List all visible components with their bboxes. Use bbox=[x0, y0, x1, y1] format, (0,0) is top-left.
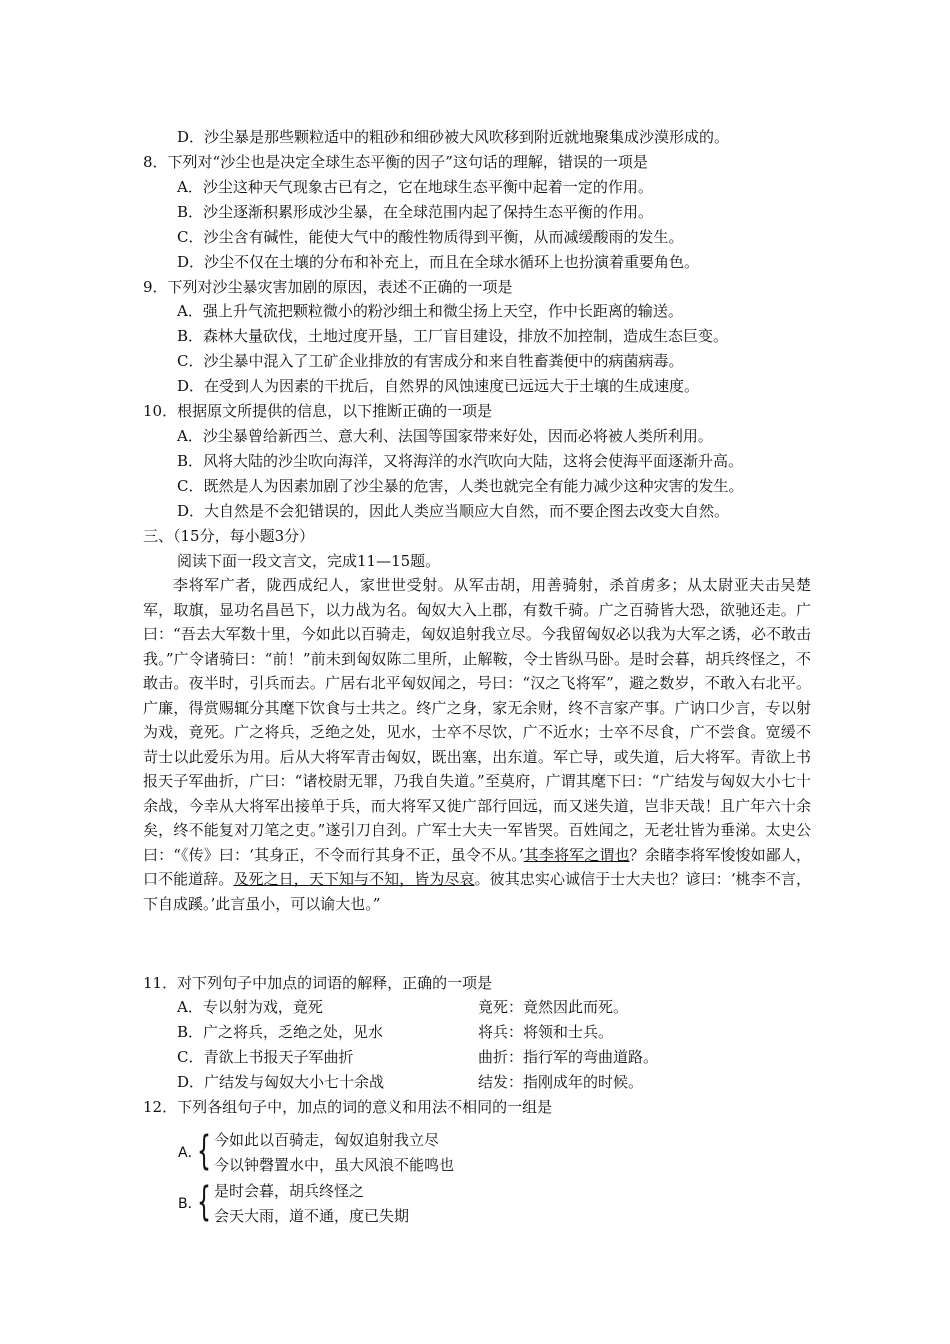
q8-option-a: A．沙尘这种天气现象古已有之，它在地球生态平衡中起着一定的作用。 bbox=[177, 178, 653, 196]
q11-option-d-explanation: 结发：指刚成年的时候。 bbox=[478, 1073, 644, 1091]
q11-option-c: C．青欲上书报天子军曲折 bbox=[177, 1048, 354, 1066]
q12-option-b-sentence-2: 会天大雨，道不通，度已失期 bbox=[214, 1207, 410, 1225]
q11-option-b-explanation: 将兵：将领和士兵。 bbox=[478, 1023, 614, 1041]
q8-option-d: D．沙尘不仅在土壤的分布和补充上，而且在全球水循环上也扮演着重要角色。 bbox=[177, 253, 700, 271]
q11-option-d: D．广结发与匈奴大小七十余战 bbox=[177, 1073, 385, 1091]
q11-option-a-explanation: 竟死：竟然因此而死。 bbox=[478, 998, 629, 1016]
q12-option-a-label: A． bbox=[178, 1145, 202, 1161]
passage-part-3: 。彼其忠实心诚信于士大夫也？谚曰：‘桃李不言，下自成蹊。’此言虽小，可以谕大也。” bbox=[143, 870, 811, 913]
classical-passage bbox=[143, 573, 811, 916]
q8-option-c: C．沙尘含有碱性，能使大气中的酸性物质得到平衡，从而减缓酸雨的发生。 bbox=[177, 228, 684, 246]
q10-option-d: D．大自然是不会犯错误的，因此人类应当顺应大自然，而不要企图去改变大自然。 bbox=[177, 502, 730, 520]
q11-option-a: A．专以射为戏，竟死 bbox=[177, 998, 323, 1016]
q8-option-b: B．沙尘逐渐积累形成沙尘暴，在全球范围内起了保持生态平衡的作用。 bbox=[177, 203, 654, 221]
q8-stem: 8．下列对“沙尘也是决定全球生态平衡的因子”这句话的理解，错误的一项是 bbox=[143, 153, 648, 171]
q9-stem: 9．下列对沙尘暴灾害加剧的原因，表述不正确的一项是 bbox=[143, 278, 513, 296]
underlined-sentence-1: 其李将军之谓也 bbox=[523, 845, 630, 864]
q11-option-c-explanation: 曲折：指行军的弯曲道路。 bbox=[478, 1048, 659, 1066]
passage-part-2: ？余睹李将军悛悛如鄙人，口不能道辞。 bbox=[143, 845, 811, 888]
q9-option-d: D．在受到人为因素的干扰后，自然界的风蚀速度已远远大于土壤的生成速度。 bbox=[177, 377, 700, 395]
q11-stem: 11．对下列句子中加点的词语的解释，正确的一项是 bbox=[143, 974, 493, 992]
q7-option-d: D．沙尘暴是那些颗粒适中的粗砂和细砂被大风吹移到附近就地聚集成沙漠形成的。 bbox=[177, 128, 730, 146]
q10-option-a: A．沙尘暴曾给新西兰、意大利、法国等国家带来好处，因而必将被人类所利用。 bbox=[177, 427, 713, 445]
q12-option-b-brace: { bbox=[197, 1179, 211, 1225]
q10-stem: 10．根据原文所提供的信息，以下推断正确的一项是 bbox=[143, 402, 493, 420]
q12-option-a-sentence-1: 今如此以百骑走，匈奴追射我立尽 bbox=[214, 1131, 440, 1149]
q12-option-b-sentence-1: 是时会暮，胡兵终怪之 bbox=[214, 1182, 365, 1200]
underlined-sentence-2: 及死之日，天下知与不知，皆为尽哀 bbox=[233, 870, 475, 888]
q12-option-a-sentence-2: 今以钟磬置水中，虽大风浪不能鸣也 bbox=[214, 1156, 455, 1174]
q9-option-b: B．森林大量砍伐，土地过度开垦，工厂盲目建设，排放不加控制，造成生态巨变。 bbox=[177, 327, 729, 345]
q12-option-a-brace: { bbox=[197, 1128, 211, 1174]
passage-part-1: 李将军广者，陇西成纪人，家世世受射。从军击胡，用善骑射，杀首虏多；从太尉亚夫击吴楚军，取旗，显功名昌邑下，以力战为名。匈奴大入上郡，有数千骑。广之百骑皆大恐，欲驰还走。广曰：“吾去大军数十里，今如此以百骑走，匈奴追射我立尽。今我留匈奴必以我为大军之诱，必不敢击我。”广令诸骑曰：“前！”前未到匈奴陈二里所，止解鞍，令士皆纵马卧。是时会暮，胡兵终怪之，不敢击。夜半时，引兵而去。广居右北平匈奴闻之，号曰：“汉之飞将军”，避之数岁，不敢入右北平。广廉，得赏赐辄分其麾下饮食与士共之。终广之身，家无余财，终不言家产事。广讷口少言，专以射为戏，竟死。广之将兵，乏绝之处，见水，士卒不尽饮，广不近水；士卒不尽食，广不尝食。宽缓不苛士以此爱乐为用。后从大将军青击匈奴，既出塞，出东道。军亡导，或失道，后大将军。青欲上书报天子军曲折，广曰：“诸校尉无罪，乃我自失道。”至莫府，广谓其麾下曰：“广结发与匈奴大小七十余战，今幸从大将军出接单于兵，而大将军又徙广部行回远，而又迷失道，岂非天哉！且广年六十余矣，终不能复对刀笔之吏。”遂引刀自刭。广军士大夫一军皆哭。百姓闻之，无老壮皆为垂涕。太史公曰：“《传》曰：‘其身正，不令而行其身不正，虽令不从。’ bbox=[143, 576, 811, 864]
q10-option-c: C．既然是人为因素加剧了沙尘暴的危害，人类也就完全有能力减少这种灾害的发生。 bbox=[177, 477, 744, 495]
q9-option-c: C．沙尘暴中混入了工矿企业排放的有害成分和来自牲畜粪便中的病菌病毒。 bbox=[177, 352, 684, 370]
q10-option-b: B．风将大陆的沙尘吹向海洋，又将海洋的水汽吹向大陆，这将会使海平面逐渐升高。 bbox=[177, 452, 744, 470]
section-three-heading: 三、（15分，每小题3分） bbox=[143, 527, 315, 545]
q12-stem: 12．下列各组句子中，加点的词的意义和用法不相同的一组是 bbox=[143, 1098, 553, 1116]
q11-option-b: B．广之将兵，乏绝之处，见水 bbox=[177, 1023, 384, 1041]
q9-option-a: A．强上升气流把颗粒微小的粉沙细土和微尘扬上天空，作中长距离的输送。 bbox=[177, 302, 683, 320]
section-three-intro: 阅读下面一段文言文，完成11—15题。 bbox=[177, 552, 441, 570]
q12-option-b-label: B． bbox=[178, 1196, 202, 1212]
